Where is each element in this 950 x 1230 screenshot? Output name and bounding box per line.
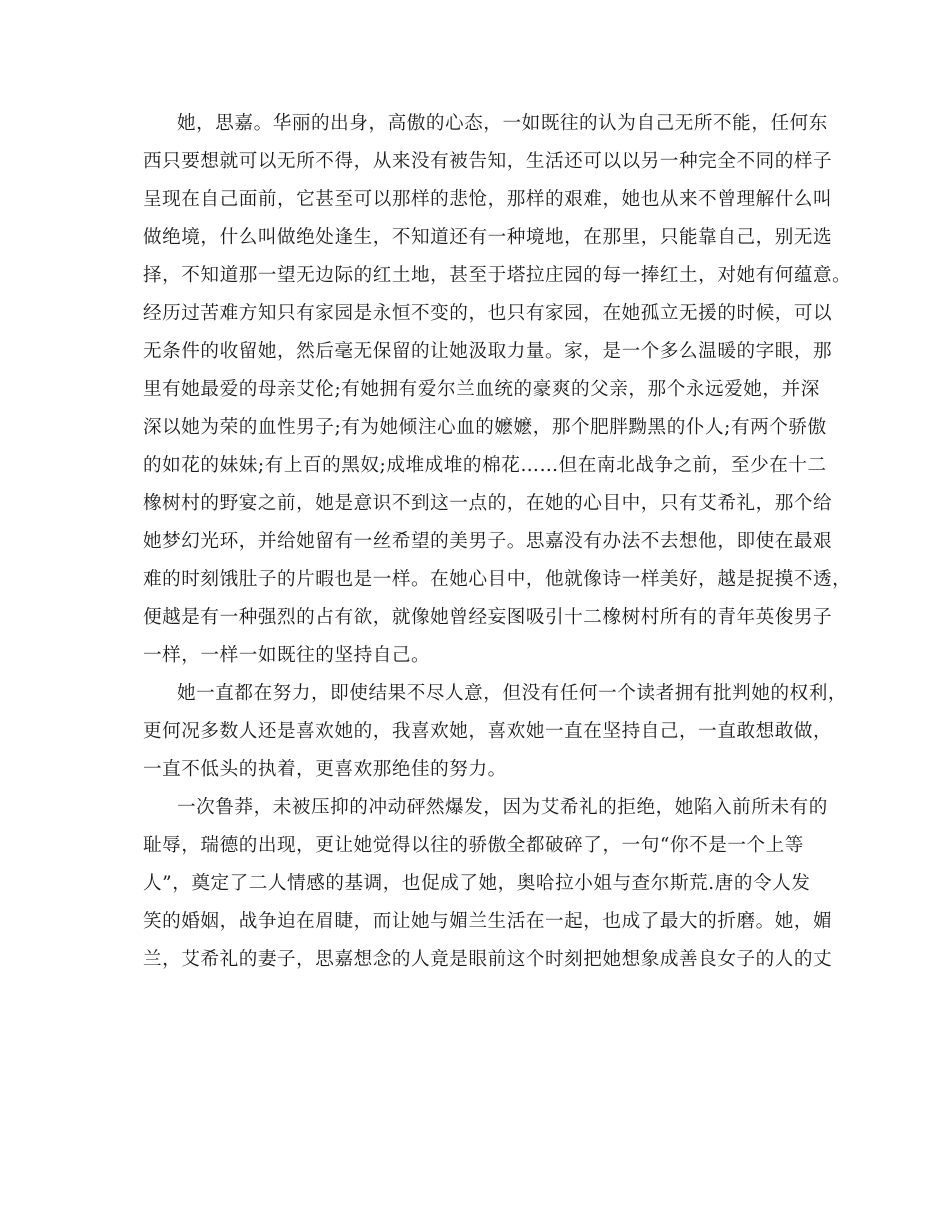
paragraph-1-line-10: 的如花的妹妹;有上百的黑奴;成堆成堆的棉花……但在南北战争之前，至少在十二 bbox=[143, 455, 827, 476]
paragraph-1-line-7: 无条件的收留她，然后毫无保留的让她汲取力量。家，是一个多么温暖的字眼，那 bbox=[143, 341, 833, 362]
paragraph-2-line-1: 她一直都在努力，即使结果不尽人意，但没有任何一个读者拥有批判她的权利， bbox=[177, 683, 848, 704]
paragraph-1-line-6: 经历过苦难方知只有家园是永恒不变的，也只有家园，在她孤立无援的时候，可以 bbox=[143, 303, 833, 324]
paragraph-1-line-11: 橡树村的野宴之前，她是意识不到这一点的，在她的心目中，只有艾希礼，那个给 bbox=[143, 493, 833, 514]
paragraph-3-line-4: 笑的婚姻，战争迫在眉睫，而让她与媚兰生活在一起，也成了最大的折磨。她，媚 bbox=[143, 911, 833, 932]
paragraph-1-line-15: 一样，一样一如既往的坚持自己。 bbox=[143, 645, 431, 666]
paragraph-2-line-2: 更何况多数人还是喜欢她的，我喜欢她，喜欢她一直在坚持自己，一直敢想敢做， bbox=[143, 721, 833, 742]
paragraph-1-line-1: 她，思嘉。华丽的出身，高傲的心态，一如既往的认为自己无所不能，任何东 bbox=[177, 113, 828, 134]
paragraph-1-line-2: 西只要想就可以无所不得，从来没有被告知，生活还可以以另一种完全不同的样子 bbox=[143, 151, 833, 172]
paragraph-3-line-2: 耻辱，瑞德的出现，更让她觉得以往的骄傲全都破碎了，一句“你不是一个上等 bbox=[143, 835, 804, 856]
paragraph-3-line-3: 人”，奠定了二人情感的基调，也促成了她，奥哈拉小姐与查尔斯荒.唐的令人发 bbox=[143, 873, 811, 894]
paragraph-1-line-14: 便越是有一种强烈的占有欲，就像她曾经妄图吸引十二橡树村所有的青年英俊男子 bbox=[143, 607, 833, 628]
paragraph-1-line-12: 她梦幻光环，并给她留有一丝希望的美男子。思嘉没有办法不去想他，即使在最艰 bbox=[143, 531, 833, 552]
paragraph-2-line-3: 一直不低头的执着，更喜欢那绝佳的努力。 bbox=[143, 759, 507, 780]
paragraph-1-line-13: 难的时刻饿肚子的片暇也是一样。在她心目中，他就像诗一样美好，越是捉摸不透， bbox=[143, 569, 852, 590]
paragraph-3-line-5: 兰，艾希礼的妻子，思嘉想念的人竟是眼前这个时刻把她想象成善良女子的人的丈 bbox=[143, 949, 833, 970]
paragraph-1-line-3: 呈现在自己面前，它甚至可以那样的悲怆，那样的艰难，她也从来不曾理解什么叫 bbox=[143, 189, 833, 210]
paragraph-1-line-8: 里有她最爱的母亲艾伦;有她拥有爱尔兰血统的豪爽的父亲，那个永远爱她，并深 bbox=[143, 379, 820, 400]
paragraph-3-line-1: 一次鲁莽，未被压抑的冲动砰然爆发，因为艾希礼的拒绝，她陷入前所未有的 bbox=[177, 797, 828, 818]
paragraph-1-line-4: 做绝境，什么叫做绝处逢生，不知道还有一种境地，在那里，只能靠自己，别无选 bbox=[143, 227, 833, 248]
paragraph-1-line-9: 深以她为荣的血性男子;有为她倾注心血的嬷嬷，那个肥胖黝黑的仆人;有两个骄傲 bbox=[143, 417, 827, 438]
paragraph-1-line-5: 择，不知道那一望无边际的红土地，甚至于塔拉庄园的每一捧红土，对她有何蕴意。 bbox=[143, 265, 852, 286]
